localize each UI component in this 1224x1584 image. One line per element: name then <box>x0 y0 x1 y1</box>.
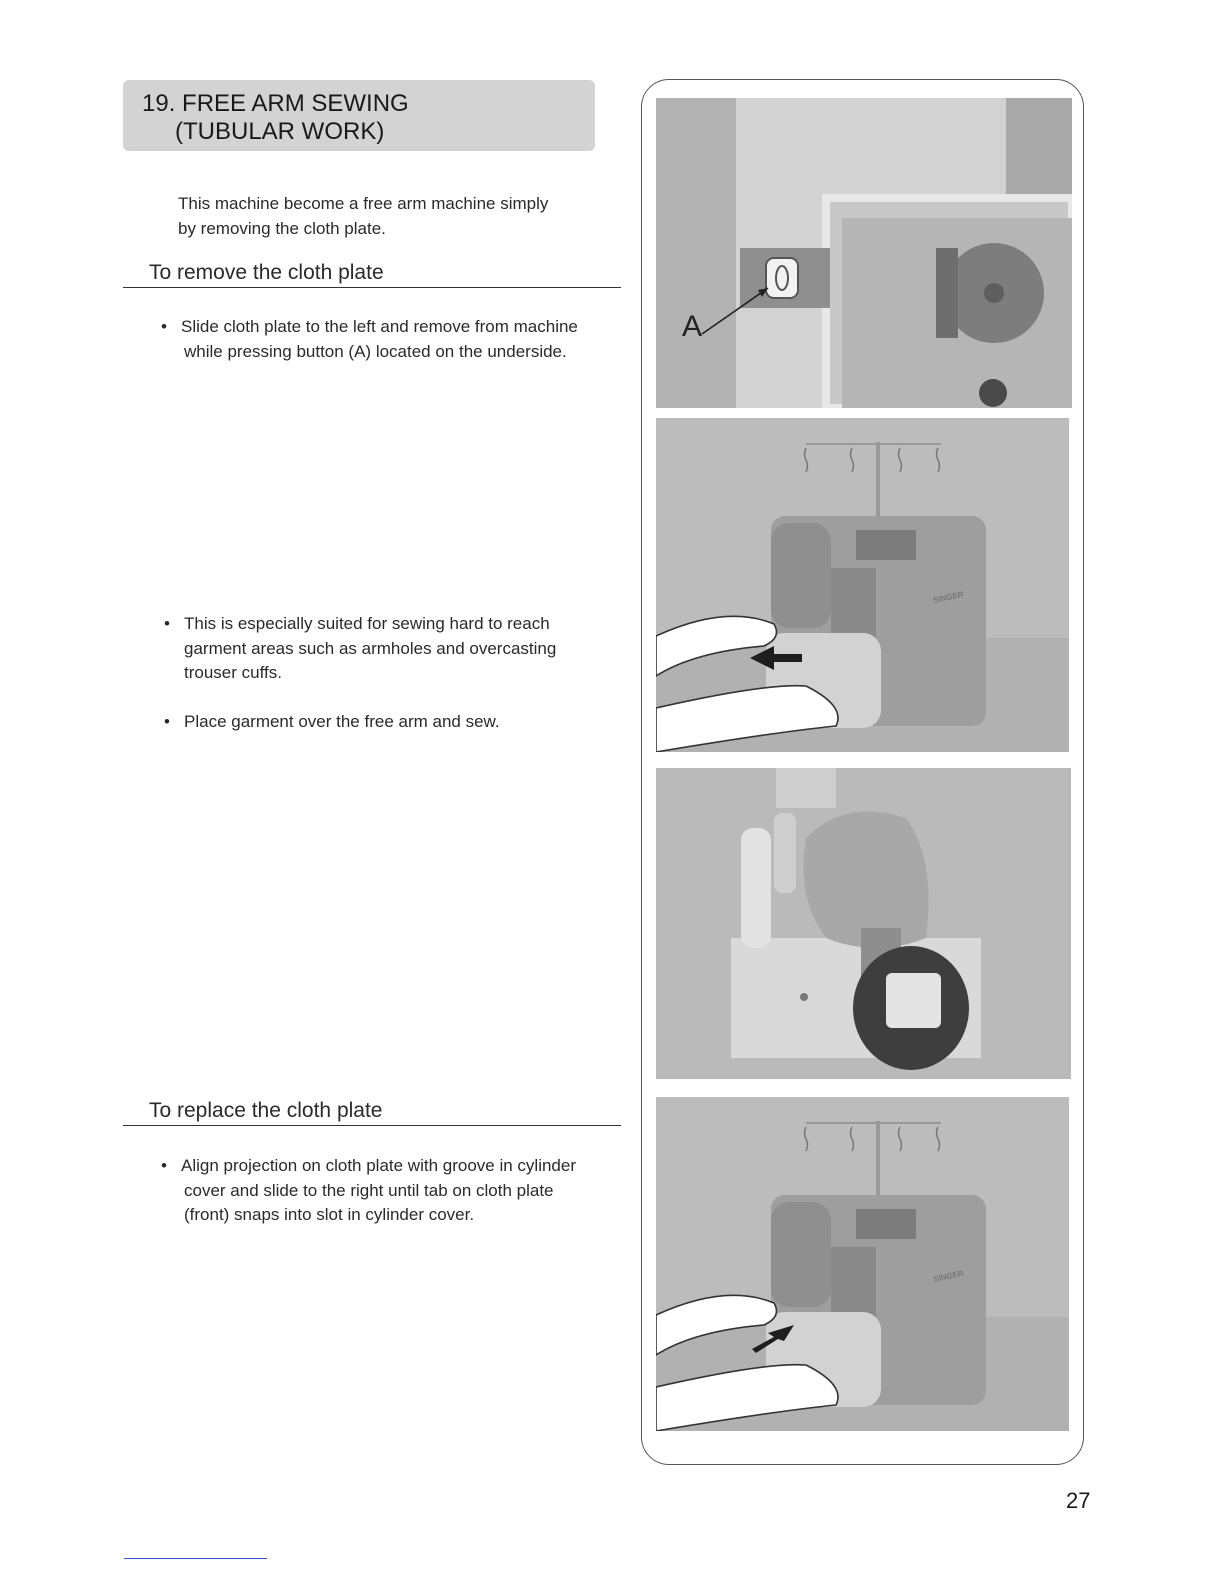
replace-bullet <box>161 1154 626 1228</box>
photo-remove-plate <box>656 418 1069 752</box>
remove-bullet <box>161 315 626 364</box>
bullet-dot: • <box>161 317 167 336</box>
section-title-line1: 19. FREE ARM SEWING <box>142 90 409 117</box>
remove-section-heading <box>123 257 621 288</box>
bullet-dot: • <box>161 1156 167 1175</box>
replace-bullet-line3: (front) snaps into slot in cylinder cover. <box>184 1205 475 1224</box>
usage-bullet-1 <box>164 612 624 686</box>
usage-bullet-1-line1: This is especially suited for sewing hard to reach <box>184 614 550 633</box>
section-title-box <box>123 80 595 151</box>
remove-heading-text: To remove the cloth plate <box>149 261 384 284</box>
intro-line2: by removing the cloth plate. <box>178 219 386 238</box>
footer-rule <box>124 1558 267 1559</box>
replace-bullet-line1: Align projection on cloth plate with groove in cylinder <box>181 1156 577 1175</box>
button-a-label: A <box>682 310 703 343</box>
svg-text:SINGER: SINGER <box>932 1268 965 1284</box>
intro-line1: This machine become a free arm machine simply <box>178 194 549 213</box>
usage-bullet-2 <box>164 710 624 735</box>
bullet-dot: • <box>164 614 170 633</box>
page-number: 27 <box>1066 1488 1091 1513</box>
photo-button-closeup <box>656 98 1072 408</box>
bullet-dot: • <box>164 712 170 731</box>
remove-bullet-line1: Slide cloth plate to the left and remove from machine <box>181 317 578 336</box>
replace-section-heading <box>123 1095 621 1126</box>
remove-bullet-line2: while pressing button (A) located on the underside. <box>184 341 567 361</box>
replace-bullet-line2: cover and slide to the right until tab on cloth plate <box>184 1180 554 1200</box>
svg-text:SINGER: SINGER <box>932 589 965 605</box>
intro-paragraph <box>178 191 624 241</box>
usage-bullet-2-line1: Place garment over the free arm and sew. <box>184 712 500 731</box>
photo-replace-plate <box>656 1097 1069 1431</box>
photo-free-arm-garment <box>656 768 1071 1079</box>
section-title-line2: (TUBULAR WORK) <box>175 118 385 145</box>
replace-heading-text: To replace the cloth plate <box>149 1099 383 1122</box>
usage-bullet-1-line3: trouser cuffs. <box>184 663 282 682</box>
usage-bullet-1-line2: garment areas such as armholes and overcasting <box>184 638 557 658</box>
